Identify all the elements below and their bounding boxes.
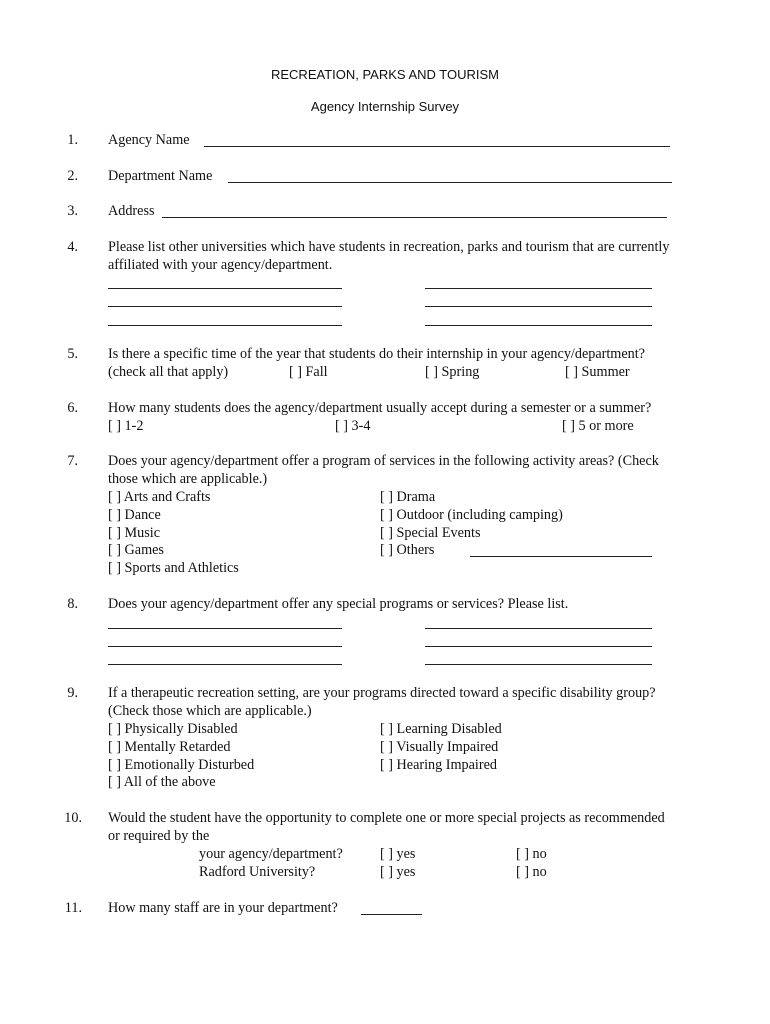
address-label: Address (108, 203, 155, 219)
others-field[interactable] (470, 556, 652, 557)
question-number: 9. (67, 685, 78, 701)
q9-text-line1: If a therapeutic recreation setting, are your programs directed toward a specific disability group? (108, 685, 656, 701)
question-number: 4. (67, 239, 78, 255)
agency-projects-label: your agency/department? (199, 846, 343, 862)
fall-checkbox[interactable]: [ ] Fall (289, 364, 328, 380)
learning-disabled-checkbox[interactable]: [ ] Learning Disabled (380, 721, 502, 737)
hearing-impaired-checkbox[interactable]: [ ] Hearing Impaired (380, 757, 497, 773)
question-number: 1. (67, 132, 78, 148)
question-number: 2. (67, 168, 78, 184)
university-field-right-1[interactable] (425, 288, 652, 289)
summer-checkbox[interactable]: [ ] Summer (565, 364, 630, 380)
q10-text-line2: or required by the (108, 828, 210, 844)
university-field-left-1[interactable] (108, 288, 342, 289)
q10-text-line1: Would the student have the opportunity to complete one or more special projects as recommended (108, 810, 665, 826)
radford-yes-checkbox[interactable]: [ ] yes (380, 864, 416, 880)
q6-text-line1: How many students does the agency/department usually accept during a semester or a summer? (108, 400, 652, 416)
physically-disabled-checkbox[interactable]: [ ] Physically Disabled (108, 721, 238, 737)
agency-yes-checkbox[interactable]: [ ] yes (380, 846, 416, 862)
spring-checkbox[interactable]: [ ] Spring (425, 364, 480, 380)
drama-checkbox[interactable]: [ ] Drama (380, 489, 436, 505)
students-5-plus-checkbox[interactable]: [ ] 5 or more (562, 418, 634, 434)
radford-projects-label: Radford University? (199, 864, 316, 880)
students-3-4-checkbox[interactable]: [ ] 3-4 (335, 418, 371, 434)
department-name-field[interactable] (228, 182, 672, 183)
mentally-retarded-checkbox[interactable]: [ ] Mentally Retarded (108, 739, 231, 755)
q9-text-line2: (Check those which are applicable.) (108, 703, 312, 719)
arts-crafts-checkbox[interactable]: [ ] Arts and Crafts (108, 489, 211, 505)
university-field-left-2[interactable] (108, 306, 342, 307)
program-field-right-3[interactable] (425, 664, 652, 665)
outdoor-checkbox[interactable]: [ ] Outdoor (including camping) (380, 507, 563, 523)
university-field-left-3[interactable] (108, 325, 342, 326)
department-name-label: Department Name (108, 168, 213, 184)
q7-text-line2: those which are applicable.) (108, 471, 268, 487)
form-subtitle: Agency Internship Survey (310, 99, 460, 114)
radford-no-checkbox[interactable]: [ ] no (516, 864, 547, 880)
music-checkbox[interactable]: [ ] Music (108, 525, 161, 541)
visually-impaired-checkbox[interactable]: [ ] Visually Impaired (380, 739, 499, 755)
q5-text-line1: Is there a specific time of the year that students do their internship in your agency/department? (108, 346, 645, 362)
program-field-left-1[interactable] (108, 628, 342, 629)
question-number: 6. (67, 400, 78, 416)
staff-count-field[interactable] (361, 914, 422, 915)
question-number: 11. (64, 900, 82, 916)
agency-no-checkbox[interactable]: [ ] no (516, 846, 547, 862)
others-checkbox[interactable]: [ ] Others (380, 542, 435, 558)
program-field-right-1[interactable] (425, 628, 652, 629)
sports-athletics-checkbox[interactable]: [ ] Sports and Athletics (108, 560, 239, 576)
university-field-right-3[interactable] (425, 325, 652, 326)
form-title: RECREATION, PARKS AND TOURISM (270, 67, 500, 82)
question-number: 10. (64, 810, 82, 826)
question-number: 3. (67, 203, 78, 219)
emotionally-disturbed-checkbox[interactable]: [ ] Emotionally Disturbed (108, 757, 255, 773)
address-field[interactable] (162, 217, 667, 218)
question-number: 5. (67, 346, 78, 362)
university-field-right-2[interactable] (425, 306, 652, 307)
program-field-right-2[interactable] (425, 646, 652, 647)
dance-checkbox[interactable]: [ ] Dance (108, 507, 161, 523)
q5-hint: (check all that apply) (108, 364, 229, 380)
staff-count-label: How many staff are in your department? (108, 900, 338, 916)
program-field-left-3[interactable] (108, 664, 342, 665)
students-1-2-checkbox[interactable]: [ ] 1-2 (108, 418, 144, 434)
agency-name-label: Agency Name (108, 132, 190, 148)
special-events-checkbox[interactable]: [ ] Special Events (380, 525, 481, 541)
all-of-above-checkbox[interactable]: [ ] All of the above (108, 774, 216, 790)
agency-name-field[interactable] (204, 146, 670, 147)
q7-text-line1: Does your agency/department offer a program of services in the following activity areas? (Check (108, 453, 659, 469)
question-number: 7. (67, 453, 78, 469)
q4-text-line2: affiliated with your agency/department. (108, 257, 333, 273)
q8-text-line1: Does your agency/department offer any special programs or services? Please list. (108, 596, 569, 612)
games-checkbox[interactable]: [ ] Games (108, 542, 164, 558)
q4-text-line1: Please list other universities which have students in recreation, parks and tourism that are currently (108, 239, 670, 255)
question-number: 8. (67, 596, 78, 612)
program-field-left-2[interactable] (108, 646, 342, 647)
